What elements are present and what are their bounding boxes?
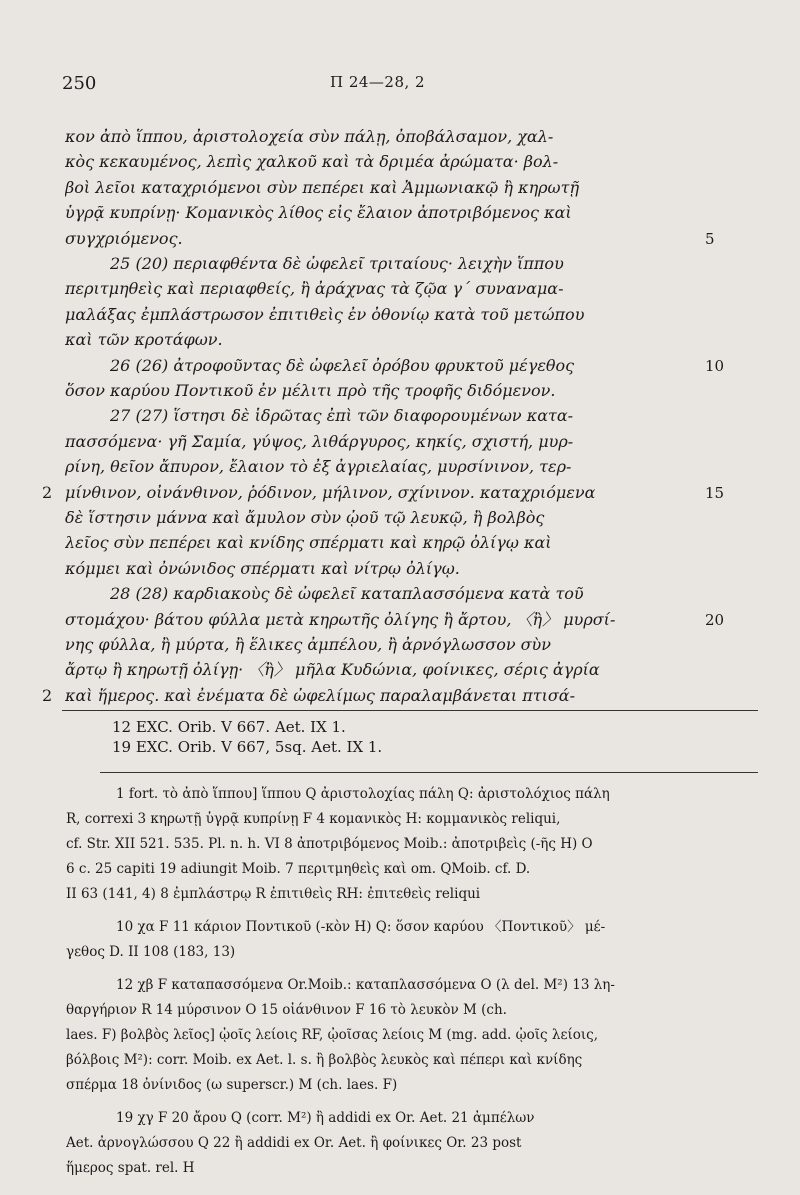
- line-number: 20: [705, 611, 725, 629]
- text-line: ὅσον καρύου Ποντικοῦ ἐν μέλιτι πρὸ τῆς τροφῆς διδόμενον.: [65, 381, 556, 400]
- text-line: 27 (27) ἵστησι δὲ ἱδρῶτας ἐπὶ τῶν διαφορουμένων κατα-: [110, 406, 574, 425]
- text-line: καὶ τῶν κροτάφων.: [65, 330, 223, 349]
- text-line: λεῖος σὺν πεπέρει καὶ κνίδης σπέρματι καὶ κηρῷ ὀλίγῳ καὶ: [65, 533, 552, 552]
- text-line: 25 (20) περιαφθέντα δὲ ὠφελεῖ τριταίους· λειχὴν ἵππου: [110, 254, 564, 273]
- apparatus-line: βόλβοις M²): corr. Moib. ex Aet. l. s. ἢ βολβὸς λευκὸς καὶ πέπερι καὶ κνίδης: [66, 1052, 583, 1068]
- text-line: ὑγρᾷ κυπρίνῃ· Κομανικὸς λίθος εἰς ἔλαιον ἀποτριβόμενος καὶ: [65, 203, 572, 222]
- source-note: 19 EXC. Orib. V 667, 5sq. Aet. IX 1.: [112, 738, 383, 756]
- line-number: 15: [705, 484, 725, 502]
- critical-apparatus: [66, 782, 756, 1181]
- source-note: 12 EXC. Orib. V 667. Aet. IX 1.: [112, 718, 346, 736]
- line-number: 10: [705, 357, 725, 375]
- text-line: 26 (26) ἀτροφοῦντας δὲ ὠφελεῖ ὀρόβου φρυκτοῦ μέγεθος: [110, 356, 575, 375]
- apparatus-line: 6 c. 25 capiti 19 adiungit Moib. 7 περιτμηθεὶς καὶ om. QMoib. cf. D.: [66, 861, 531, 877]
- apparatus-line: γεθος D. II 108 (183, 13): [66, 944, 236, 960]
- page-number: 250: [62, 73, 97, 94]
- running-head: Π 24—28, 2: [330, 73, 426, 91]
- apparatus-line: Aet. ἀρνογλώσσου Q 22 ἢ addidi ex Or. Aet. ἢ φοίνικες Or. 23 post: [66, 1135, 522, 1151]
- margin-reference: 2: [42, 686, 53, 705]
- text-line: μίνθινον, οἰνάνθινον, ῥόδινον, μήλινον, σχίνινον. καταχριόμενα: [65, 483, 596, 502]
- text-line: δὲ ἵστησιν μάννα καὶ ἄμυλον σὺν ᾠοῦ τῷ λευκῷ, ἢ βολβὸς: [65, 508, 545, 527]
- text-line: κον ἀπὸ ἵππου, ἀριστολοχεία σὺν πάλῃ, ὀποβάλσαμον, χαλ-: [65, 127, 554, 146]
- text-line: βοὶ λεῖοι καταχριόμενοι σὺν πεπέρει καὶ Ἀμμωνιακῷ ἢ κηρωτῇ: [65, 178, 580, 197]
- apparatus-line: 10 χα F 11 κάριον Ποντικοῦ (-κὸν H) Q: ὅσον καρύου 〈Ποντικοῦ〉 μέ-: [116, 919, 606, 935]
- text-line: ἄρτῳ ἢ κηρωτῇ ὀλίγῃ· 〈ἢ〉 μῆλα Κυδώνια, φοίνικες, σέρις ἀγρία: [65, 660, 600, 679]
- apparatus-line: II 63 (141, 4) 8 ἐμπλάστρῳ R ἐπιτιθεὶς RH: ἐπιτεθεὶς reliqui: [66, 886, 481, 902]
- text-line: κόμμει καὶ ὀνώνιδος σπέρματι καὶ νίτρῳ ὀλίγῳ.: [65, 559, 460, 578]
- text-line: μαλάξας ἐμπλάστρωσον ἐπιτιθεὶς ἐν ὀθονίῳ κατὰ τοῦ μετώπου: [65, 305, 585, 324]
- apparatus-line: laes. F) βολβὸς λεῖος] ᾠοῖς λείοις RF, ᾠοῖσας λείοις M (mg. add. ᾠοῖς λείοις,: [66, 1027, 599, 1043]
- apparatus-line: R, correxi 3 κηρωτῇ ὑγρᾷ κυπρίνῃ F 4 κομανικὸς H: κομμανικὸς reliqui,: [66, 811, 561, 827]
- apparatus-line: 19 χγ F 20 ἄρου Q (corr. M²) ἢ addidi ex Or. Aet. 21 ἀμπέλων: [116, 1110, 535, 1126]
- text-line: καὶ ἥμερος. καὶ ἐνέματα δὲ ὠφελίμως παραλαμβάνεται πτισά-: [65, 686, 575, 705]
- apparatus-divider: [62, 710, 758, 711]
- page-header: [62, 73, 740, 99]
- text-line: κὸς κεκαυμένος, λεπὶς χαλκοῦ καὶ τὰ δριμέα ἀρώματα· βολ-: [65, 152, 559, 171]
- text-line: περιτμηθεὶς καὶ περιαφθείς, ἢ ἀράχνας τὰ ζῷα γ΄ συναναμα-: [65, 279, 564, 298]
- text-line: νης φύλλα, ἢ μύρτα, ἢ ἕλικες ἀμπέλου, ἢ ἀρνόγλωσσον σὺν: [65, 635, 552, 654]
- critical-apparatus-divider: [100, 772, 758, 773]
- line-number: 5: [705, 230, 715, 248]
- margin-reference: 2: [42, 483, 53, 502]
- text-line: 28 (28) καρδιακοὺς δὲ ὠφελεῖ καταπλασσόμενα κατὰ τοῦ: [110, 584, 584, 603]
- apparatus-line: θαργήριον R 14 μύρσινον O 15 οἰάνθινον F 16 τὸ λευκὸν M (ch.: [66, 1002, 507, 1018]
- text-line: πασσόμενα· γῆ Σαμία, γύψος, λιθάργυρος, κηκίς, σχιστή, μυρ-: [65, 432, 574, 451]
- apparatus-line: cf. Str. XII 521. 535. Pl. n. h. VI 8 ἀποτριβόμενος Moib.: ἀποτριβεὶς (-ῆς H) O: [66, 836, 593, 852]
- text-line: συγχριόμενος.: [65, 229, 183, 248]
- source-apparatus: [62, 717, 752, 757]
- text-line: στομάχου· βάτου φύλλα μετὰ κηρωτῆς ὀλίγης ἢ ἄρτου, 〈ἢ〉 μυρσί-: [65, 610, 616, 629]
- apparatus-line: σπέρμα 18 ὀνίνιδος (ω superscr.) M (ch. laes. F): [66, 1077, 398, 1093]
- text-line: ρίνη, θεῖον ἄπυρον, ἔλαιον τὸ ἐξ ἀγριελαίας, μυρσίνινον, τερ-: [65, 457, 572, 476]
- apparatus-line: 12 χβ F καταπασσόμενα Or.Moib.: καταπλασσόμενα O (λ del. M²) 13 λη-: [116, 977, 615, 993]
- apparatus-line: 1 fort. τὸ ἀπὸ ἵππου] ἵππου Q ἀριστολοχίας πάλη Q: ἀριστολόχιος πάλη: [116, 786, 610, 802]
- apparatus-line: ἥμερος spat. rel. H: [66, 1160, 195, 1176]
